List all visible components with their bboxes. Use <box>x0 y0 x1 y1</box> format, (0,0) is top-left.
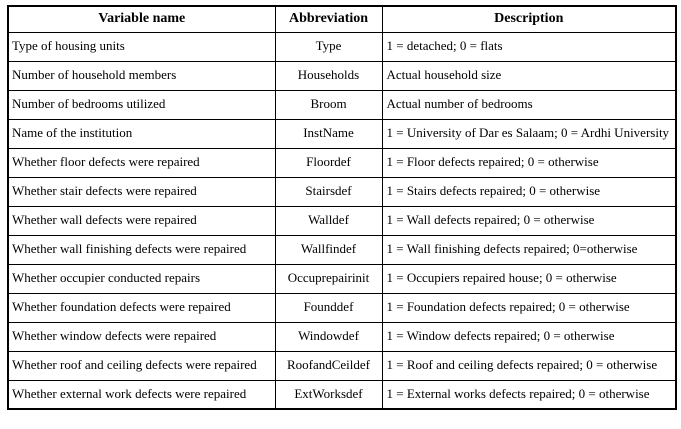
description-cell: 1 = Wall finishing defects repaired; 0=otherwise <box>382 235 676 264</box>
abbreviation-cell: Occuprepairinit <box>275 264 382 293</box>
variable-name-cell: Whether window defects were repaired <box>8 322 275 351</box>
abbreviation-cell: Founddef <box>275 293 382 322</box>
table-row <box>8 322 676 351</box>
table-header-row <box>8 6 676 32</box>
description-cell: Actual household size <box>382 61 676 90</box>
variables-table <box>7 5 677 410</box>
description-cell: 1 = Window defects repaired; 0 = otherwise <box>382 322 676 351</box>
description-cell: Actual number of bedrooms <box>382 90 676 119</box>
column-header-abbreviation: Abbreviation <box>275 6 382 32</box>
variable-name-cell: Whether roof and ceiling defects were repaired <box>8 351 275 380</box>
description-cell: 1 = External works defects repaired; 0 = otherwise <box>382 380 676 409</box>
table-row <box>8 380 676 409</box>
variable-name-cell: Name of the institution <box>8 119 275 148</box>
abbreviation-cell: RoofandCeildef <box>275 351 382 380</box>
description-cell: 1 = Occupiers repaired house; 0 = otherwise <box>382 264 676 293</box>
abbreviation-cell: Walldef <box>275 206 382 235</box>
description-cell: 1 = Foundation defects repaired; 0 = otherwise <box>382 293 676 322</box>
abbreviation-cell: Windowdef <box>275 322 382 351</box>
description-cell: 1 = Stairs defects repaired; 0 = otherwise <box>382 177 676 206</box>
abbreviation-cell: ExtWorksdef <box>275 380 382 409</box>
variable-name-cell: Whether external work defects were repaired <box>8 380 275 409</box>
abbreviation-cell: Stairsdef <box>275 177 382 206</box>
table-row <box>8 90 676 119</box>
description-cell: 1 = Roof and ceiling defects repaired; 0 = otherwise <box>382 351 676 380</box>
table-row <box>8 351 676 380</box>
abbreviation-cell: Type <box>275 32 382 61</box>
column-header-description: Description <box>382 6 676 32</box>
description-cell: 1 = Wall defects repaired; 0 = otherwise <box>382 206 676 235</box>
abbreviation-cell: Broom <box>275 90 382 119</box>
table-row <box>8 119 676 148</box>
variable-name-cell: Type of housing units <box>8 32 275 61</box>
table-row <box>8 206 676 235</box>
table-row <box>8 293 676 322</box>
variable-name-cell: Whether occupier conducted repairs <box>8 264 275 293</box>
abbreviation-cell: Households <box>275 61 382 90</box>
variable-name-cell: Whether foundation defects were repaired <box>8 293 275 322</box>
abbreviation-cell: Floordef <box>275 148 382 177</box>
description-cell: 1 = detached; 0 = flats <box>382 32 676 61</box>
variable-name-cell: Number of bedrooms utilized <box>8 90 275 119</box>
variable-name-cell: Number of household members <box>8 61 275 90</box>
variable-name-cell: Whether floor defects were repaired <box>8 148 275 177</box>
variable-name-cell: Whether stair defects were repaired <box>8 177 275 206</box>
table-row <box>8 264 676 293</box>
table-row <box>8 148 676 177</box>
table-row <box>8 235 676 264</box>
description-cell: 1 = Floor defects repaired; 0 = otherwise <box>382 148 676 177</box>
table-row <box>8 32 676 61</box>
table-row <box>8 177 676 206</box>
column-header-variable-name: Variable name <box>8 6 275 32</box>
description-cell: 1 = University of Dar es Salaam; 0 = Ardhi University <box>382 119 676 148</box>
variable-name-cell: Whether wall defects were repaired <box>8 206 275 235</box>
variable-name-cell: Whether wall finishing defects were repaired <box>8 235 275 264</box>
abbreviation-cell: InstName <box>275 119 382 148</box>
table-row <box>8 61 676 90</box>
abbreviation-cell: Wallfindef <box>275 235 382 264</box>
table-body <box>8 32 676 409</box>
